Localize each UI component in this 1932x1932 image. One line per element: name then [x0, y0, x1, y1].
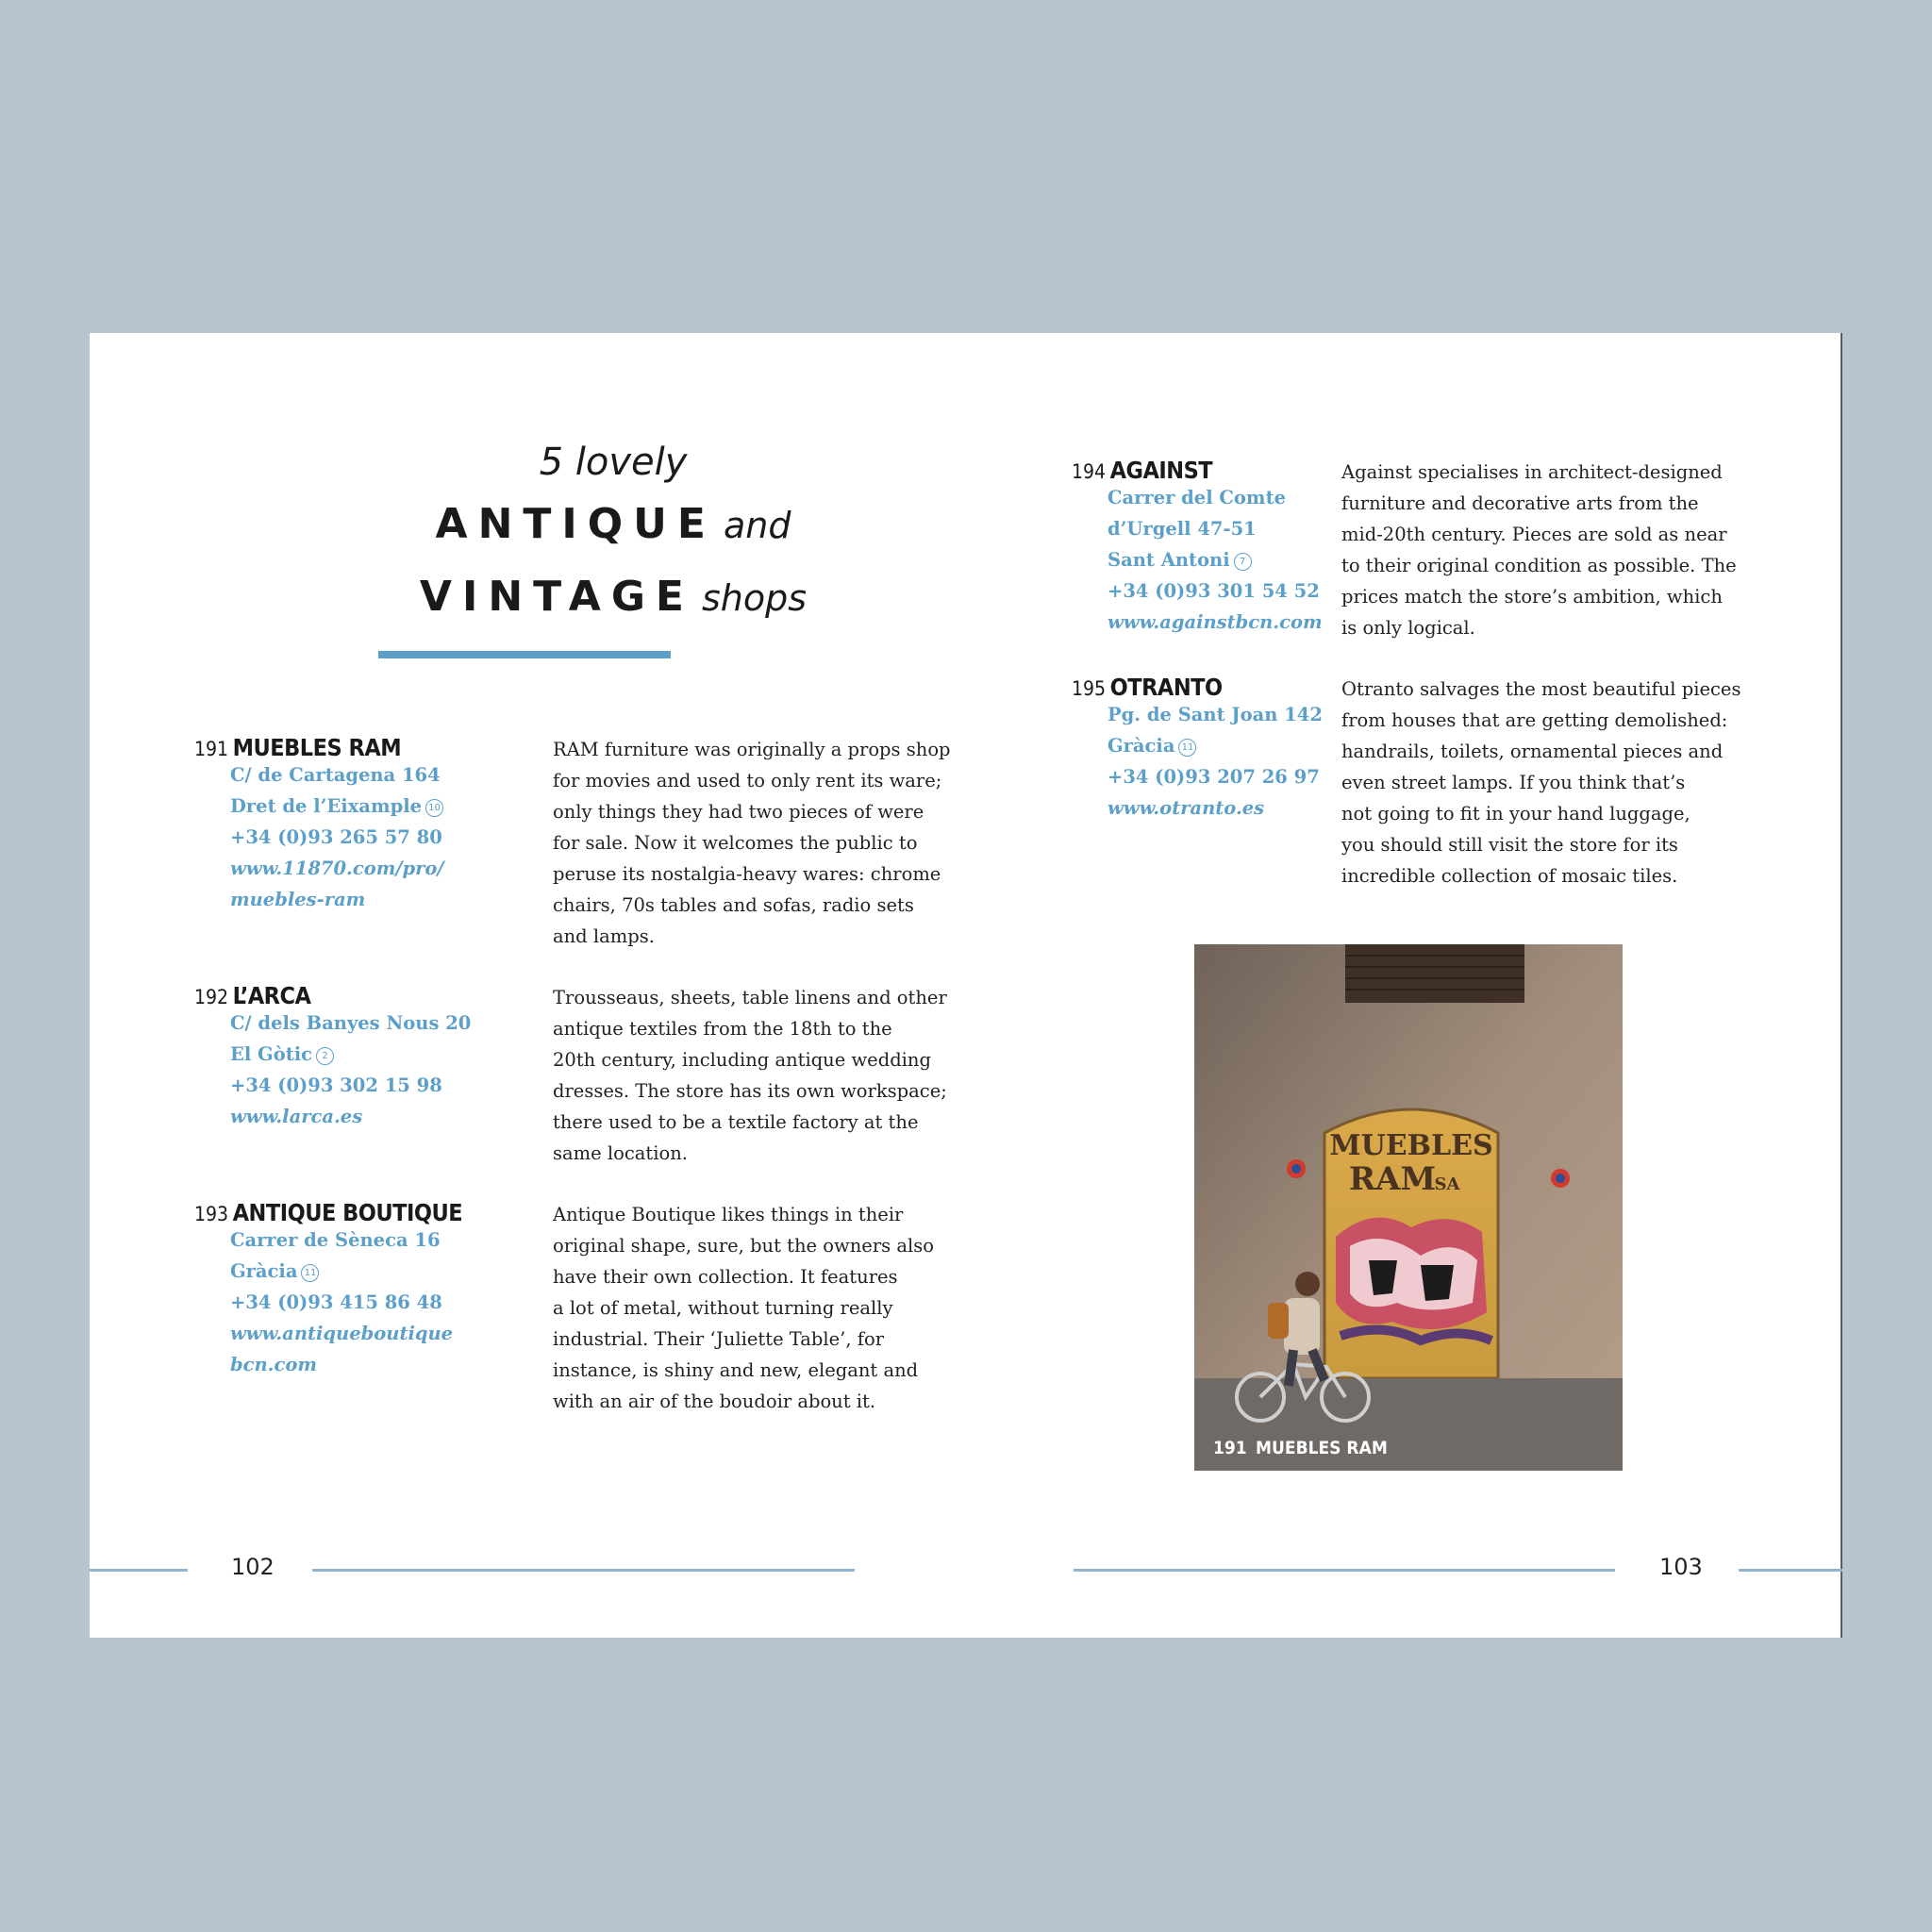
desc-line: there used to be a textile factory at the [553, 1111, 919, 1133]
desc-line: RAM furniture was originally a props shop [553, 739, 951, 760]
address-phone: +34 (0)93 301 54 52 [1108, 580, 1320, 602]
address-phone: +34 (0)93 415 86 48 [230, 1291, 442, 1313]
address-phone: +34 (0)93 302 15 98 [230, 1074, 442, 1096]
desc-line: Otranto salvages the most beautiful pieces [1341, 678, 1741, 700]
entry-name: L’ARCA [232, 982, 311, 1009]
district-label: Sant Antoni [1108, 549, 1230, 571]
desc-line: Antique Boutique likes things in their [553, 1204, 904, 1225]
desc-line: Against specialises in architect-designed [1341, 461, 1723, 483]
website-link-cont[interactable]: muebles-ram [230, 889, 366, 910]
desc-line: incredible collection of mosaic tiles. [1341, 865, 1678, 887]
title-line-3 [340, 565, 887, 638]
photo-caption-number: 191 [1213, 1438, 1247, 1458]
entry-name: MUEBLES RAM [232, 734, 402, 761]
address-street-cont: d’Urgell 47-51 [1108, 518, 1257, 540]
district-label: El Gòtic [230, 1043, 313, 1065]
entry-address [1108, 482, 1323, 638]
entry-heading [194, 982, 310, 1009]
sign-text-ram: RAM [1348, 1160, 1437, 1198]
entry-heading [1072, 674, 1223, 701]
photo-caption-name: MUEBLES RAM [1256, 1438, 1388, 1458]
footer-rule-left-a [90, 1569, 188, 1572]
footer-rule-right-b [1739, 1569, 1842, 1572]
entry-number: 195 [1072, 677, 1107, 700]
desc-line: to their original condition as possible. The [1341, 555, 1737, 576]
desc-line: only things they had two pieces of were [553, 801, 924, 823]
entry-name: AGAINST [1109, 457, 1213, 484]
entry-name: ANTIQUE BOUTIQUE [232, 1199, 463, 1226]
address-street: C/ de Cartagena 164 [230, 764, 441, 786]
desc-line: a lot of metal, without turning really [553, 1297, 893, 1319]
desc-line: instance, is shiny and new, elegant and [553, 1359, 919, 1381]
address-district [230, 1039, 471, 1070]
address-street: Carrer de Sèneca 16 [230, 1229, 441, 1251]
entry-description [553, 734, 951, 952]
address-street: C/ dels Banyes Nous 20 [230, 1012, 472, 1034]
desc-line: and lamps. [553, 925, 655, 947]
desc-line: industrial. Their ‘Juliette Table’, for [553, 1328, 885, 1350]
metro-line-icon: 7 [1234, 553, 1252, 571]
website-link[interactable]: www.antiqueboutique [230, 1323, 454, 1344]
title-vintage: VINTAGE [419, 573, 694, 621]
desc-line: mid-20th century. Pieces are sold as near [1341, 524, 1727, 545]
metro-line-icon: 11 [1178, 739, 1196, 757]
desc-line: for sale. Now it welcomes the public to [553, 832, 918, 854]
entry-heading [194, 1199, 462, 1226]
desc-line: dresses. The store has its own workspace; [553, 1080, 947, 1102]
address-street: Pg. de Sant Joan 142 [1108, 704, 1323, 725]
entry-address [230, 1224, 453, 1380]
chapter-title [340, 432, 887, 638]
title-shops: shops [702, 577, 808, 619]
address-district [230, 791, 444, 822]
district-label: Dret de l’Eixample [230, 795, 423, 817]
entry-address [1108, 699, 1323, 824]
metro-line-icon: 10 [425, 799, 443, 817]
desc-line: original shape, sure, but the owners also [553, 1235, 934, 1257]
entry-description [1341, 457, 1737, 643]
desc-line: from houses that are getting demolished: [1341, 709, 1728, 731]
desc-line: not going to fit in your hand luggage, [1341, 803, 1690, 824]
desc-line: antique textiles from the 18th to the [553, 1018, 892, 1040]
title-line-2 [340, 492, 887, 565]
metro-line-icon: 11 [301, 1264, 319, 1282]
entry-heading [1072, 457, 1212, 484]
website-link[interactable]: www.11870.com/pro/ [230, 858, 444, 879]
entry-name: OTRANTO [1109, 674, 1223, 701]
desc-line: you should still visit the store for its [1341, 834, 1678, 856]
title-line-1: 5 lovely [539, 441, 688, 484]
desc-line: with an air of the boudoir about it. [553, 1391, 876, 1412]
desc-line: same location. [553, 1142, 688, 1164]
address-street: Carrer del Comte [1108, 487, 1286, 508]
desc-line: for movies and used to only rent its ware; [553, 770, 942, 791]
footer-rule-left-b [312, 1569, 855, 1572]
entry-description [553, 1199, 934, 1417]
title-and: and [723, 505, 791, 546]
address-phone: +34 (0)93 265 57 80 [230, 826, 442, 848]
desc-line: 20th century, including antique wedding [553, 1049, 931, 1071]
desc-line: Trousseaus, sheets, table linens and other [553, 987, 947, 1008]
entry-heading [194, 734, 401, 761]
shop-photo-illustration [1194, 944, 1623, 1471]
title-antique: ANTIQUE [435, 500, 716, 548]
desc-line: peruse its nostalgia-heavy wares: chrome [553, 863, 941, 885]
website-link[interactable]: www.otranto.es [1108, 797, 1265, 819]
desc-line: furniture and decorative arts from the [1341, 492, 1699, 514]
book-spread [90, 333, 1842, 1638]
metro-line-icon: 2 [316, 1047, 334, 1065]
entry-number: 191 [194, 738, 229, 760]
district-label: Gràcia [230, 1260, 298, 1282]
sign-text-muebles: MUEBLES [1329, 1129, 1493, 1162]
page-number-left: 102 [231, 1554, 275, 1580]
page-edge [1840, 333, 1842, 1638]
address-phone: +34 (0)93 207 26 97 [1108, 766, 1320, 788]
website-link[interactable]: www.againstbcn.com [1108, 611, 1323, 633]
desc-line: have their own collection. It features [553, 1266, 898, 1288]
page-number-right: 103 [1659, 1554, 1703, 1580]
address-district [1108, 544, 1323, 575]
title-underline [378, 651, 671, 658]
entry-description [1341, 674, 1740, 891]
desc-line: is only logical. [1341, 617, 1475, 639]
website-link[interactable]: www.larca.es [230, 1106, 363, 1127]
footer-rule-right-a [1074, 1569, 1615, 1572]
entry-number: 192 [194, 986, 229, 1008]
desc-line: handrails, toilets, ornamental pieces and [1341, 741, 1724, 762]
entry-number: 194 [1072, 460, 1107, 483]
desc-line: prices match the store’s ambition, which [1341, 586, 1723, 608]
address-district [230, 1256, 453, 1287]
website-link-cont[interactable]: bcn.com [230, 1354, 317, 1375]
district-label: Gràcia [1108, 735, 1175, 757]
sign-text-sa: SA [1434, 1174, 1460, 1194]
entry-description [553, 982, 947, 1169]
entry-address [230, 1008, 471, 1132]
entry-number: 193 [194, 1203, 229, 1225]
window-shutter [1345, 944, 1524, 1003]
shop-photo [1194, 944, 1623, 1471]
entry-address [230, 759, 444, 915]
desc-line: chairs, 70s tables and sofas, radio sets [553, 894, 914, 916]
address-district [1108, 730, 1323, 761]
desc-line: even street lamps. If you think that’s [1341, 772, 1686, 793]
